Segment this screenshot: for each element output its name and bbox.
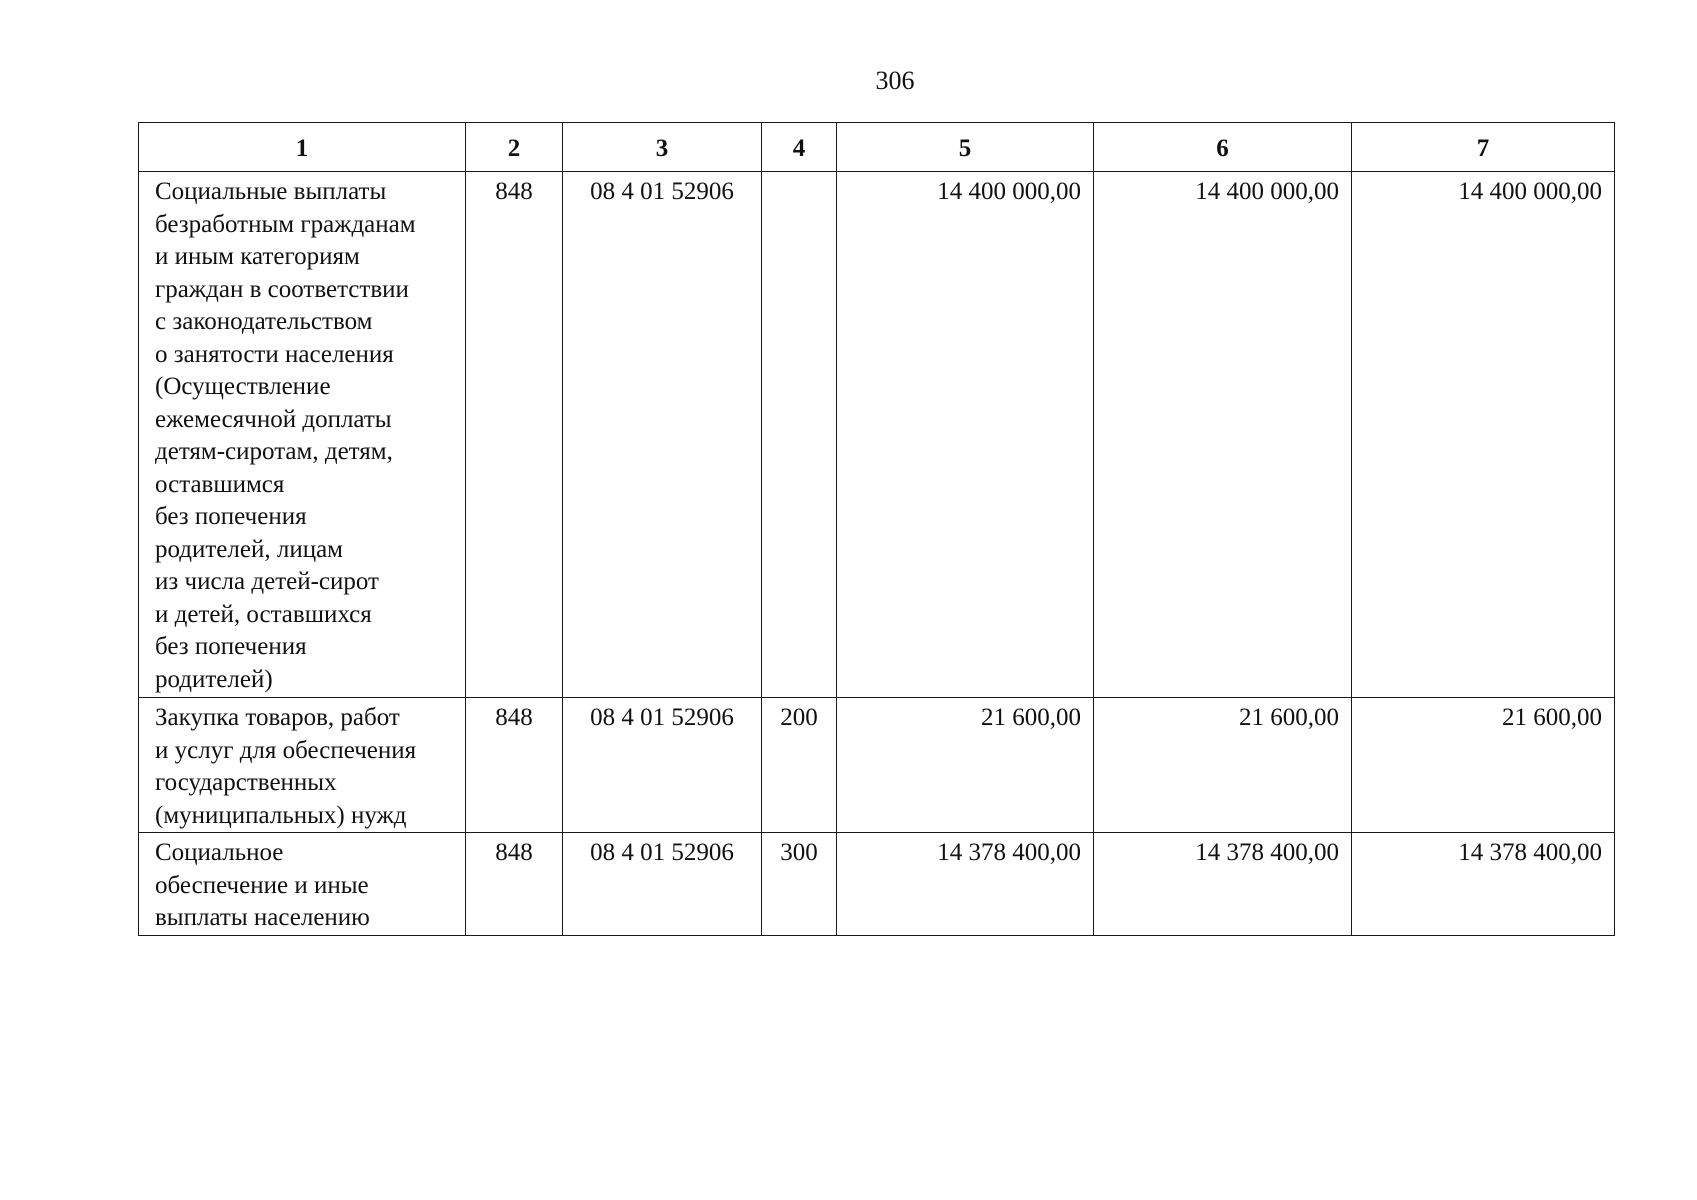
header-col-4: 4 [762, 123, 837, 172]
row-vr: 300 [762, 833, 837, 936]
page-number: 306 [875, 66, 915, 95]
row-amount-5: 14 378 400,00 [837, 833, 1094, 936]
row-vr: 200 [762, 698, 837, 833]
row-code: 848 [466, 172, 563, 698]
header-col-2: 2 [466, 123, 563, 172]
row-csr: 08 4 01 52906 [563, 172, 762, 698]
row-csr: 08 4 01 52906 [563, 698, 762, 833]
row-amount-6: 21 600,00 [1094, 698, 1352, 833]
table-row [139, 833, 1615, 936]
header-col-3: 3 [563, 123, 762, 172]
row-code: 848 [466, 833, 563, 936]
row-code: 848 [466, 698, 563, 833]
row-name: Социальные выплаты безработным гражданам и иным категориям граждан в соответствии с законодательством о занятости населения (Осуществление ежемесячной доплаты детям-сиротам, детям, оставшимся без попечения родителей, лицам из числа детей-сирот и детей, оставшихся без попечения родителей) [139, 172, 466, 698]
table-row [139, 172, 1615, 698]
header-col-7: 7 [1352, 123, 1615, 172]
row-vr [762, 172, 837, 698]
header-row [139, 123, 1615, 172]
row-name: Социальное обеспечение и иные выплаты населению [139, 833, 466, 936]
row-amount-6: 14 400 000,00 [1094, 172, 1352, 698]
header-col-1: 1 [139, 123, 466, 172]
row-amount-7: 21 600,00 [1352, 698, 1615, 833]
row-amount-5: 14 400 000,00 [837, 172, 1094, 698]
row-amount-6: 14 378 400,00 [1094, 833, 1352, 936]
row-amount-7: 14 400 000,00 [1352, 172, 1615, 698]
budget-table [138, 122, 1615, 936]
row-amount-7: 14 378 400,00 [1352, 833, 1615, 936]
row-amount-5: 21 600,00 [837, 698, 1094, 833]
row-csr: 08 4 01 52906 [563, 833, 762, 936]
header-col-6: 6 [1094, 123, 1352, 172]
row-name: Закупка товаров, работ и услуг для обеспечения государственных (муниципальных) нужд [139, 698, 466, 833]
header-col-5: 5 [837, 123, 1094, 172]
table-row [139, 698, 1615, 833]
